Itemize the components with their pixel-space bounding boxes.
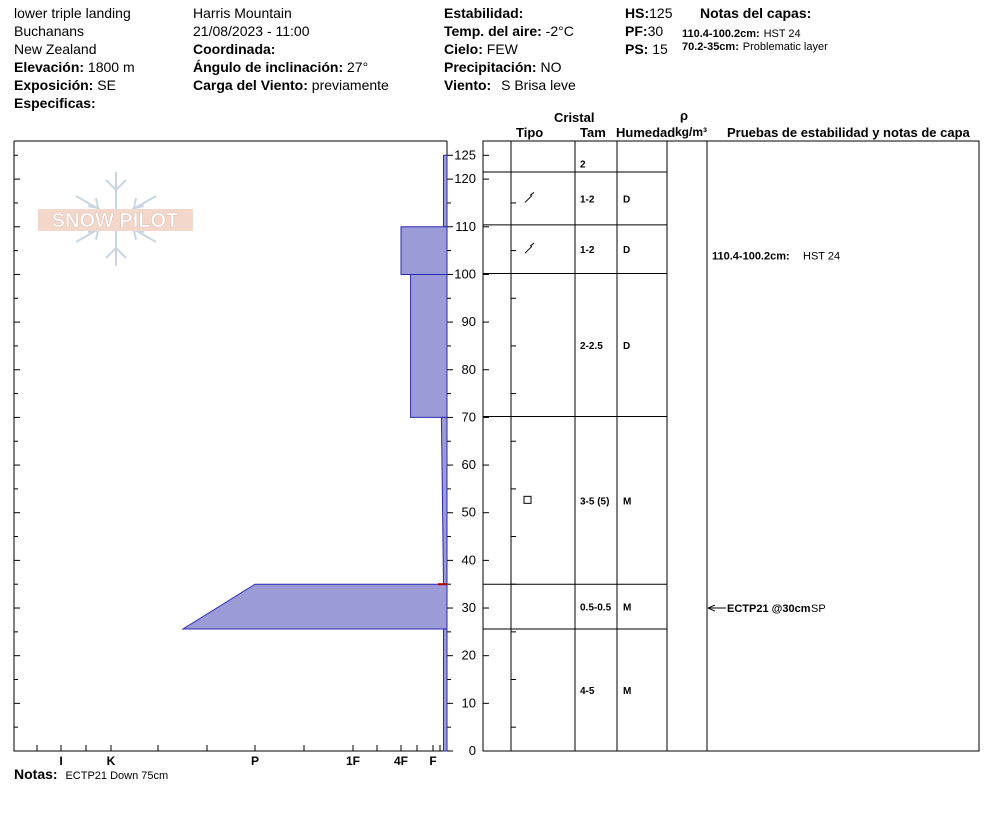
stability-test-label: ECTP21 @30cm bbox=[727, 603, 811, 616]
depth-tick-label: 70 bbox=[461, 409, 476, 425]
notes-text: ECTP21 Down 75cm bbox=[65, 770, 169, 782]
layer-size: 2 bbox=[580, 159, 586, 171]
layer-size: 4-5 bbox=[580, 686, 595, 697]
humedad-header: Humedad bbox=[616, 125, 676, 140]
hardness-layer bbox=[411, 274, 447, 417]
airtemp-label: Temp. del aire: bbox=[444, 23, 542, 39]
ps-label: PS: bbox=[625, 41, 649, 57]
hs-value: 125 bbox=[649, 5, 673, 21]
depth-tick-label: 10 bbox=[461, 695, 476, 711]
hardness-layer bbox=[401, 227, 447, 275]
tipo-header: Tipo bbox=[516, 125, 544, 140]
incline-label: Ángulo de inclinación: bbox=[193, 59, 344, 75]
layer-note-2-text: Problematic layer bbox=[742, 41, 828, 53]
layer-note-2-range: 70.2-35cm: bbox=[682, 41, 739, 53]
snowpilot-logo bbox=[38, 172, 193, 266]
country-name: New Zealand bbox=[14, 41, 97, 57]
cristal-header: Cristal bbox=[554, 110, 595, 125]
hardness-tick-label: F bbox=[429, 754, 437, 768]
density-unit-header: kg/m³ bbox=[675, 125, 708, 139]
layer-size: 0.5-0.5 bbox=[580, 602, 612, 614]
depth-tick-label: 125 bbox=[454, 147, 476, 163]
depth-tick-label: 20 bbox=[461, 647, 476, 663]
hardness-tick-label: I bbox=[59, 754, 63, 768]
decomposing-crystal-icon bbox=[525, 243, 534, 253]
layer-notes-label: Notas del capas: bbox=[700, 5, 812, 21]
specifics-label: Especificas: bbox=[14, 95, 96, 111]
layer-size: 2-2.5 bbox=[580, 340, 603, 352]
rho-header: ρ bbox=[680, 108, 689, 123]
layer-wetness: D bbox=[623, 340, 631, 352]
depth-tick-label: 80 bbox=[461, 361, 476, 377]
depth-tick-label: 50 bbox=[461, 504, 476, 520]
depth-tick-label: 40 bbox=[461, 552, 476, 568]
airtemp-value: -2°C bbox=[545, 23, 574, 39]
stability-label: Estabilidad: bbox=[444, 5, 524, 21]
layer-note-1-range: 110.4-100.2cm: bbox=[682, 28, 760, 40]
layer-wetness: M bbox=[623, 686, 632, 697]
sky-value: FEW bbox=[486, 41, 518, 57]
layer-note-text: HST 24 bbox=[803, 250, 841, 263]
incline-value: 27° bbox=[347, 59, 369, 75]
hardness-tick-label: P bbox=[250, 754, 260, 768]
faceted-crystal-icon bbox=[524, 496, 531, 503]
layer-note-label: 110.4-100.2cm: bbox=[712, 250, 790, 263]
layer-wetness: M bbox=[623, 496, 632, 508]
hardness-layer bbox=[444, 629, 448, 751]
mountain-name: Harris Mountain bbox=[193, 5, 292, 21]
depth-tick-label: 30 bbox=[461, 600, 476, 616]
sky-label: Cielo: bbox=[444, 41, 483, 57]
elevation-label: Elevación: bbox=[14, 59, 85, 75]
tam-header: Tam bbox=[580, 125, 606, 140]
notes-label: Notas: bbox=[14, 766, 58, 782]
wind-label: Viento: bbox=[444, 77, 492, 93]
stability-test-result: SP bbox=[811, 603, 826, 616]
hardness-layer bbox=[183, 584, 447, 629]
hardness-layer bbox=[441, 417, 447, 584]
layer-size: 1-2 bbox=[580, 194, 595, 206]
layer-size: 1-2 bbox=[580, 245, 595, 257]
logo-text: SNOW PILOT bbox=[51, 210, 179, 232]
layer-size: 3-5 (5) bbox=[580, 496, 610, 508]
pf-label: PF: bbox=[625, 23, 648, 39]
depth-tick-label: 120 bbox=[454, 171, 476, 187]
layer-wetness: M bbox=[623, 602, 632, 614]
aspect-value: SE bbox=[97, 77, 116, 93]
decomposing-crystal-icon bbox=[525, 192, 534, 202]
hs-label: HS: bbox=[625, 5, 650, 21]
windload-value: previamente bbox=[311, 77, 389, 93]
depth-tick-label: 60 bbox=[461, 457, 476, 473]
layer-table-frame bbox=[483, 141, 979, 751]
elevation-value: 1800 m bbox=[87, 59, 135, 75]
depth-tick-label: 90 bbox=[461, 314, 476, 330]
hardness-tick-label: 1F bbox=[345, 754, 361, 768]
hardness-graph-frame bbox=[14, 141, 447, 751]
precip-label: Precipitación: bbox=[444, 59, 537, 75]
hardness-layer bbox=[444, 155, 448, 226]
layer-note-1-text: HST 24 bbox=[763, 28, 801, 40]
area-name: Buchanans bbox=[14, 23, 85, 39]
precip-value: NO bbox=[540, 59, 562, 75]
tests-header: Pruebas de estabilidad y notas de capa bbox=[727, 125, 970, 140]
observation-datetime: 21/08/2023 - 11:00 bbox=[193, 23, 310, 39]
layer-wetness: D bbox=[623, 245, 631, 257]
aspect-label: Exposición: bbox=[14, 77, 94, 93]
pf-value: 30 bbox=[647, 23, 664, 39]
depth-tick-label: 110 bbox=[455, 218, 476, 234]
depth-tick-label: 0 bbox=[468, 743, 476, 758]
depth-tick-label: 100 bbox=[454, 266, 476, 282]
coordinate-label: Coordinada: bbox=[193, 41, 276, 57]
layer-wetness: D bbox=[623, 194, 631, 206]
hardness-tick-label: 4F bbox=[393, 754, 409, 768]
windload-label: Carga del Viento: bbox=[193, 77, 308, 93]
wind-value: S Brisa leve bbox=[501, 77, 576, 93]
ps-value: 15 bbox=[652, 41, 668, 57]
hardness-tick-label: K bbox=[106, 754, 116, 768]
location-name: lower triple landing bbox=[14, 5, 131, 21]
